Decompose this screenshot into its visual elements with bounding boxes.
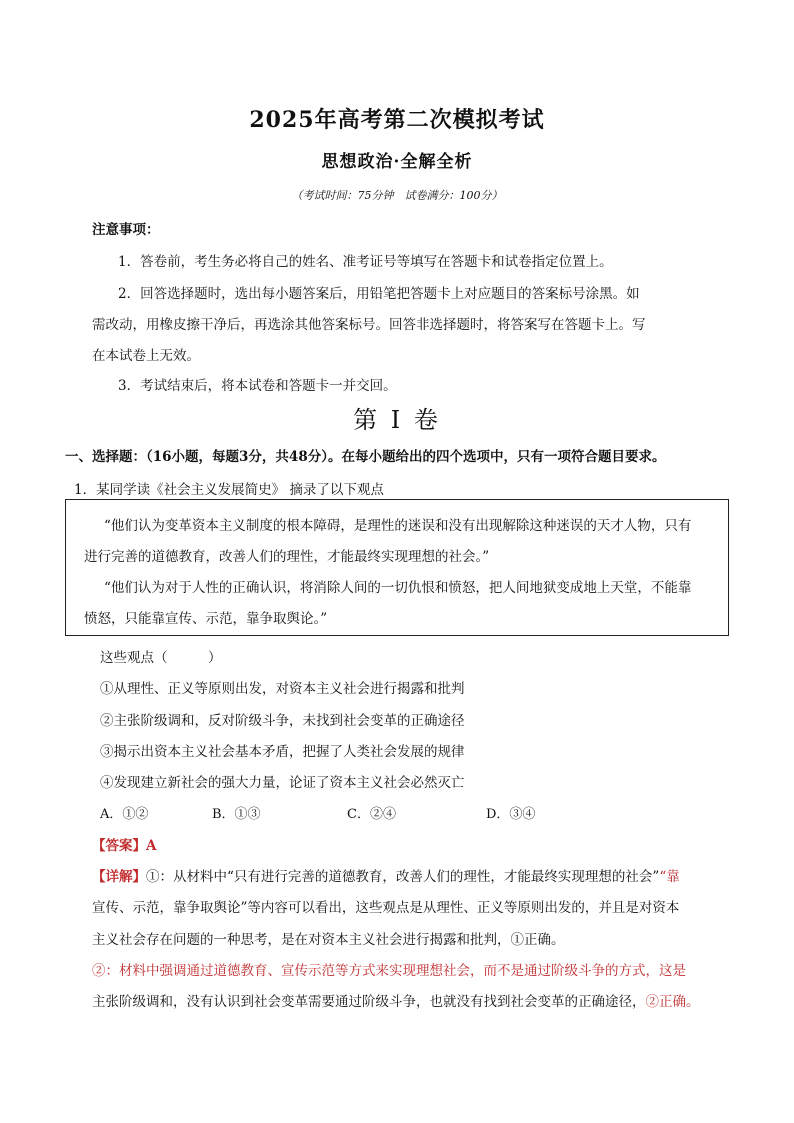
- statement-1: ①从理性、正义等原则出发，对资本主义社会进行揭露和批判: [100, 681, 465, 697]
- analysis-tag: 【详解】: [92, 869, 146, 885]
- analysis-p2-line-1: ②：材料中强调通过道德教育、宣传示范等方式来实现理想社会，而不是通过阶级斗争的方式，这是: [92, 963, 686, 979]
- quote-1-line-1: “他们认为变革资本主义制度的根本障碍，是理性的迷误和没有出现解除这种迷误的天才人物，只有: [104, 518, 692, 534]
- analysis-p1-line-1: ①：从材料中“只有进行完善的道德教育，改善人们的理性，才能最终实现理想的社会”: [146, 869, 660, 885]
- exam-subtitle: 思想政治·全解全析: [321, 152, 473, 172]
- section-title: 第 I 卷: [353, 406, 441, 434]
- section-instructions: 一、选择题：（16小题，每题3分，共48分）。在每小题给出的四个选项中，只有一项符合题目要求。: [65, 449, 666, 465]
- question-1-stem: 1．某同学读《社会主义发展简史》 摘录了以下观点: [74, 482, 384, 498]
- answer-label: 【答案】A: [92, 838, 157, 854]
- choice-a: A．①②: [100, 807, 149, 822]
- analysis-p2-line-2-red: ②正确。: [645, 994, 700, 1010]
- statement-4: ④发现建立新社会的强大力量，论证了资本主义社会必然灭亡: [100, 775, 465, 791]
- notice-item-2-line-2: 需改动，用橡皮擦干净后，再选涂其他答案标号。回答非选择题时，将答案写在答题卡上。写: [92, 317, 646, 333]
- question-1-prompt: 这些观点（ ）: [100, 650, 222, 666]
- analysis-p1-line-2: 宣传、示范，靠争取舆论”等内容可以看出，这些观点是从理性、正义等原则出发的，并且是对资本: [92, 900, 680, 916]
- statement-2: ②主张阶级调和，反对阶级斗争，未找到社会变革的正确途径: [100, 713, 465, 729]
- choice-d: D．③④: [486, 807, 536, 822]
- exam-title: 2025年高考第二次模拟考试: [249, 107, 545, 133]
- statement-3: ③揭示出资本主义社会基本矛盾，把握了人类社会发展的规律: [100, 744, 465, 760]
- exam-time-info: （考试时间：75分钟 试卷满分：100分）: [291, 189, 503, 202]
- quote-box: [65, 499, 729, 636]
- analysis-line-1: [92, 865, 680, 885]
- notice-item-2-line-3: 在本试卷上无效。: [92, 348, 200, 364]
- analysis-p2-line-2-text: 主张阶级调和，没有认识到社会变革需要通过阶级斗争，也就没有找到社会变革的正确途径，: [92, 994, 646, 1010]
- analysis-p2-line-2: [92, 990, 700, 1010]
- notice-item-1: 1．答卷前，考生务必将自己的姓名、准考证号等填写在答题卡和试卷指定位置上。: [118, 254, 613, 270]
- quote-1-line-2: 进行完善的道德教育，改善人们的理性，才能最终实现理想的社会。”: [84, 549, 490, 565]
- quote-2-line-2: 愤怒，只能靠宣传、示范，靠争取舆论。”: [84, 611, 328, 627]
- analysis-p1-line-3: 主义社会存在问题的一种思考，是在对资本主义社会进行揭露和批判，①正确。: [92, 932, 565, 948]
- notice-heading: 注意事项：: [92, 222, 160, 238]
- notice-item-2-line-1: 2．回答选择题时，选出每小题答案后，用铅笔把答题卡上对应题目的答案标号涂黑。如: [118, 286, 640, 302]
- analysis-p1-line-1-red: “靠: [659, 869, 680, 885]
- choice-c: C．②④: [347, 807, 396, 822]
- choice-b: B．①③: [212, 807, 261, 822]
- quote-2-line-1: “他们认为对于人性的正确认识，将消除人间的一切仇恨和愤怒，把人间地狱变成地上天堂，不能靠: [104, 580, 692, 596]
- notice-item-3: 3．考试结束后，将本试卷和答题卡一并交回。: [118, 378, 397, 394]
